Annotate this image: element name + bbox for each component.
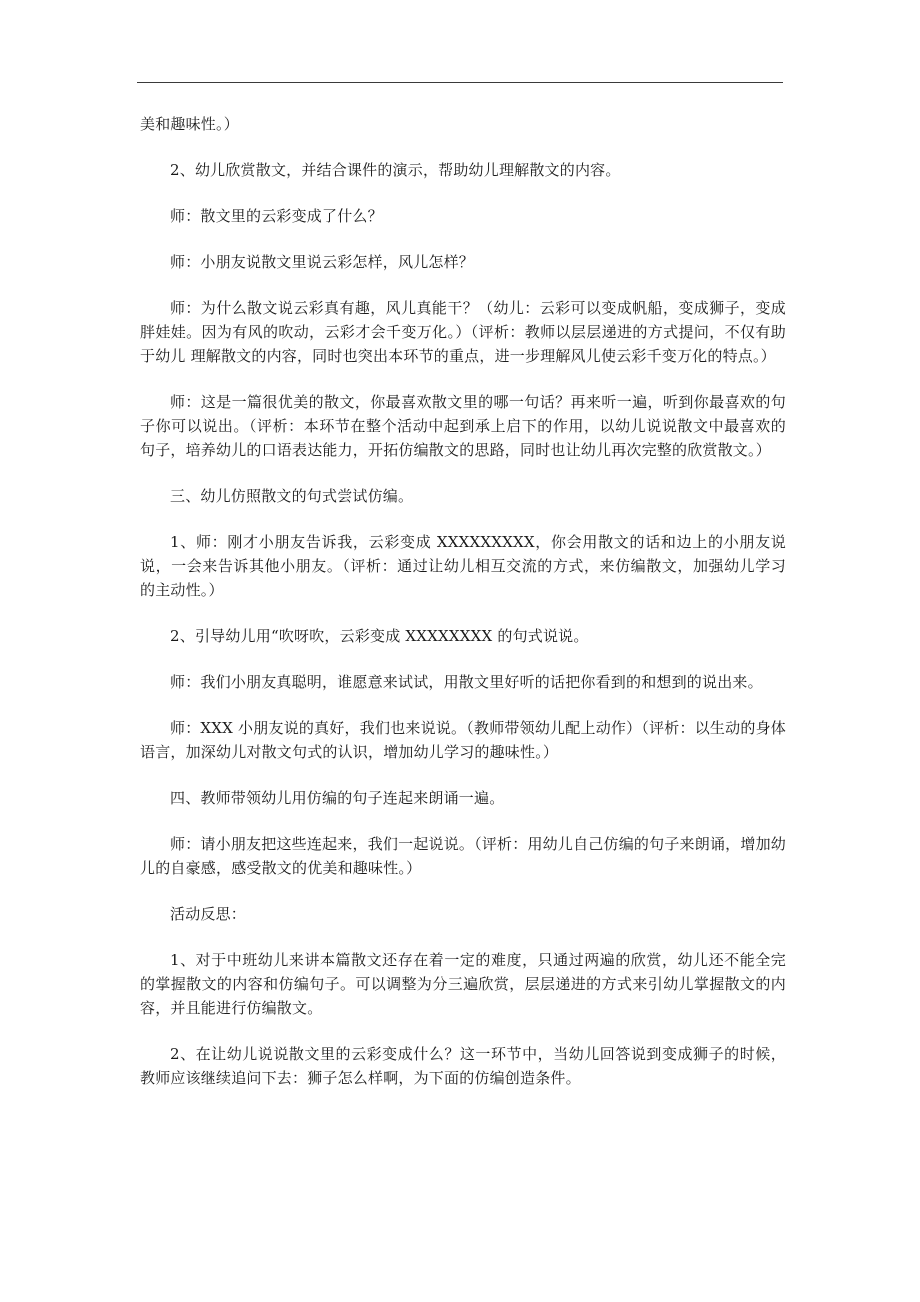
section-heading: 三、幼儿仿照散文的句式尝试仿编。 xyxy=(170,487,414,505)
paragraph: 1、对于中班幼儿来讲本篇散文还存在着一定的难度，只通过两遍的欣赏，幼儿还不能全完的掌握散文的内容和仿编句子。可以调整为分三遍欣赏，层层递进的方式来引幼儿掌握散文的内容，并且能进行仿编散文。 xyxy=(140,951,786,1017)
paragraph: 美和趣味性。） xyxy=(140,115,239,133)
paragraph: 1、师：刚才小朋友告诉我，云彩变成 XXXXXXXXX，你会用散文的话和边上的小朋友说说，一会来告诉其他小朋友。（评析：通过让幼儿相互交流的方式，来仿编散文，加强幼儿学习的主动性。） xyxy=(140,533,786,599)
paragraph: 师：我们小朋友真聪明，谁愿意来试试，用散文里好听的话把你看到的和想到的说出来。 xyxy=(170,673,763,691)
paragraph: 师：为什么散文说云彩真有趣，风儿真能干？（幼儿：云彩可以变成帆船，变成狮子，变成胖娃娃。因为有风的吹动，云彩才会千变万化。）（评析：教师以层层递进的方式提问，不仅有助于幼儿 理解散文的内容，同时也突出本环节的重点，进一步理解风儿使云彩千变万化的特点。） xyxy=(140,299,786,365)
paragraph: 师：散文里的云彩变成了什么？ xyxy=(170,207,383,225)
document-body xyxy=(140,112,786,1112)
paragraph: 师：XXX 小朋友说的真好，我们也来说说。（教师带领幼儿配上动作）（评析：以生动的身体语言，加深幼儿对散文句式的认识，增加幼儿学习的趣味性。） xyxy=(140,719,786,761)
section-heading: 活动反思： xyxy=(170,905,247,923)
header-rule xyxy=(137,82,783,83)
section-heading: 四、教师带领幼儿用仿编的句子连起来朗诵一遍。 xyxy=(170,789,505,807)
paragraph: 师：这是一篇很优美的散文，你最喜欢散文里的哪一句话？再来听一遍，听到你最喜欢的句子你可以说出。（评析：本环节在整个活动中起到承上启下的作用，以幼儿说说散文中最喜欢的句子，培养幼儿的口语表达能力，开拓仿编散文的思路，同时也让幼儿再次完整的欣赏散文。） xyxy=(140,393,786,459)
paragraph: 师：请小朋友把这些连起来，我们一起说说。（评析：用幼儿自己仿编的句子来朗诵，增加幼儿的自豪感，感受散文的优美和趣味性。） xyxy=(140,835,786,877)
paragraph: 2、在让幼儿说说散文里的云彩变成什么？这一环节中，当幼儿回答说到变成狮子的时候，教师应该继续追问下去：狮子怎么样啊，为下面的仿编创造条件。 xyxy=(140,1045,786,1087)
paragraph: 2、幼儿欣赏散文，并结合课件的演示，帮助幼儿理解散文的内容。 xyxy=(170,161,621,179)
paragraph: 师：小朋友说散文里说云彩怎样，风儿怎样？ xyxy=(170,253,475,271)
paragraph: 2、引导幼儿用“吹呀吹，云彩变成 XXXXXXXX 的句式说说。 xyxy=(170,627,589,645)
